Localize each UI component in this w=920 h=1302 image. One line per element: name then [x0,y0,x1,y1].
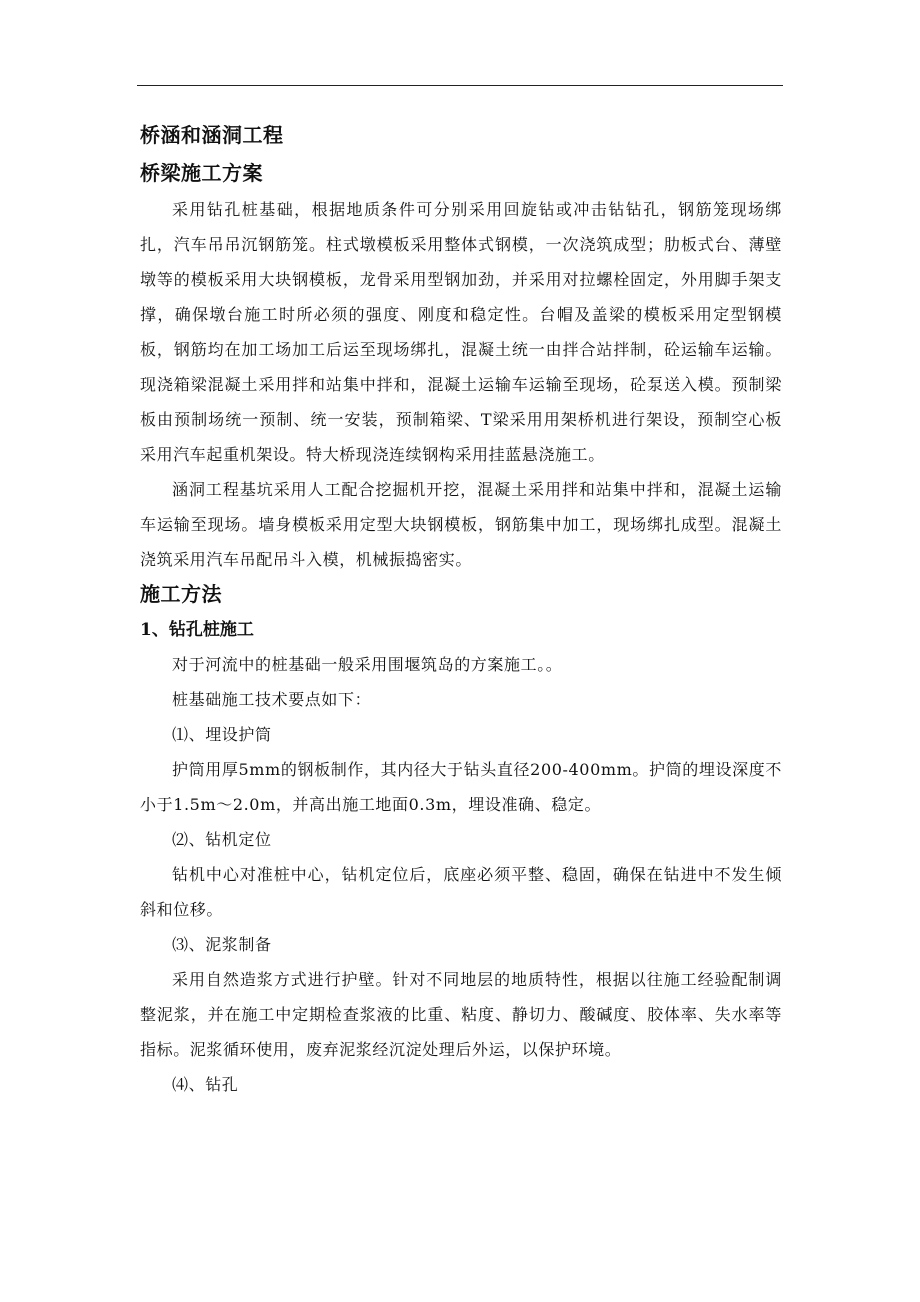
document-content [140,118,782,1102]
paragraph: 对于河流中的桩基础一般采用围堰筑岛的方案施工。。 [172,655,563,674]
paragraph: 桩基础施工技术要点如下： [172,690,372,709]
list-item-heading: ⑶、泥浆制备 [172,935,272,954]
paragraph: 钻机中心对准桩中心，钻机定位后，底座必须平整、稳固，确保在钻进中不发生倾斜和位移。 [140,865,782,919]
list-item-heading: ⑷、钻孔 [172,1075,239,1094]
document-title: 桥涵和涵洞工程 [140,123,284,147]
list-item-heading: ⑵、钻机定位 [172,830,272,849]
header-rule [137,85,783,86]
paragraph: 护筒用厚5mm的钢板制作，其内径大于钻头直径200-400mm。护筒的埋设深度不小于1.5m～2.0m，并高出施工地面0.3m，埋设准确、稳定。 [140,760,782,814]
paragraph: 采用自然造浆方式进行护壁。针对不同地层的地质特性，根据以往施工经验配制调整泥浆，并在施工中定期检查浆液的比重、粘度、静切力、酸碱度、胶体率、失水率等指标。泥浆循环使用，废弃泥浆经沉淀处理后外运，以保护环境。 [140,970,782,1059]
list-item-heading: ⑴、埋设护筒 [172,725,272,744]
paragraph: 采用钻孔桩基础，根据地质条件可分别采用回旋钻或冲击钻钻孔，钢筋笼现场绑扎，汽车吊吊沉钢筋笼。柱式墩模板采用整体式钢模，一次浇筑成型；肋板式台、薄壁墩等的模板采用大块钢模板，龙骨采用型钢加劲，并采用对拉螺栓固定，外用脚手架支撑，确保墩台施工时所必须的强度、刚度和稳定性。台帽及盖梁的模板采用定型钢模板，钢筋均在加工场加工后运至现场绑扎，混凝土统一由拌合站拌制，砼运输车运输。现浇箱梁混凝土采用拌和站集中拌和，混凝土运输车运输至现场，砼泵送入模。预制梁板由预制场统一预制、统一安装，预制箱梁、T梁采用用架桥机进行架设，预制空心板采用汽车起重机架设。特大桥现浇连续钢构采用挂蓝悬浇施工。 [140,200,782,464]
subheading-bored-pile: 1、钻孔桩施工 [140,620,254,640]
section-heading-bridge-plan: 桥梁施工方案 [140,161,263,185]
section-heading-construction-method: 施工方法 [140,582,222,606]
paragraph: 涵洞工程基坑采用人工配合挖掘机开挖，混凝土采用拌和站集中拌和，混凝土运输车运输至现场。墙身模板采用定型大块钢模板，钢筋集中加工，现场绑扎成型。混凝土浇筑采用汽车吊配吊斗入模，机械振捣密实。 [140,480,782,569]
